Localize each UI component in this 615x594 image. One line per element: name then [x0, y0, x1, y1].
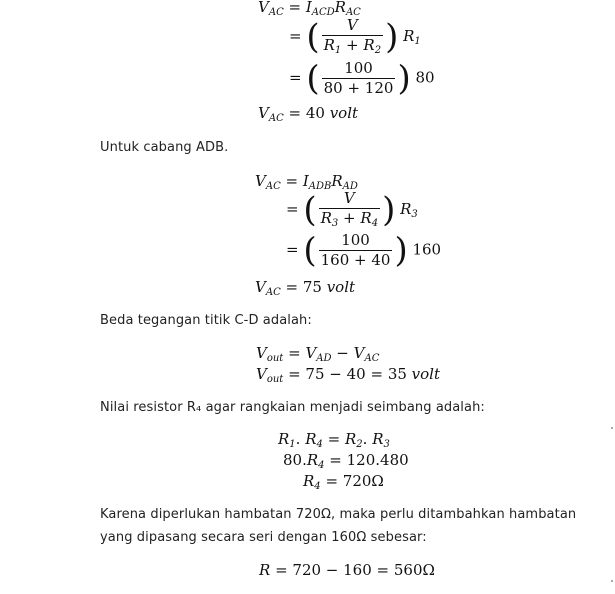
eq-vac-def: $V_{AC} = I_{ACD}R_{AC}$ — [258, 0, 361, 18]
text-beda-tegangan: Beda tegangan titik C-D adalah: — [100, 313, 312, 328]
eq-vout-def: $V_{out} = V_{AD} - V_{AC}$ — [256, 344, 380, 364]
eq-vac-numbers: = ( $\frac{100}{80 + 120}$ ) 80 — [289, 58, 435, 99]
text-karena-1: Karena diperlukan hambatan 720Ω, maka perlu ditambahkan hambatan — [100, 507, 577, 522]
text-karena-2: yang dipasang secara seri dengan 160Ω sebesar: — [100, 530, 427, 545]
eq-vac-result: $V_{AC} = 40$ volt — [258, 104, 359, 124]
text-cabang-adb: Untuk cabang ADB. — [100, 140, 229, 155]
eq-r4-result: $R_4 = 720\Omega$ — [303, 472, 384, 492]
eq-vac-adb-numbers: = ( $\frac{100}{160 + 40}$ ) 160 — [286, 230, 442, 271]
text-nilai-resistor: Nilai resistor R₄ agar rangkaian menjadi seimbang adalah: — [100, 400, 485, 415]
eq-vac-adb-result: $V_{AC} = 75$ volt — [255, 278, 356, 298]
eq-r-series: R = 720 − 160 = 560Ω — [259, 561, 435, 579]
eq-vac-adb-fraction: = ( $\frac{V}{R_3 + R_4}$ ) $R_3$ — [286, 189, 418, 230]
edge-mark — [611, 427, 613, 429]
eq-vac-adb-def: $V_{AC} = I_{ADB}R_{AD}$ — [255, 172, 358, 192]
eq-vout-result: $V_{out} = 75 - 40 = 35$ volt — [256, 365, 441, 385]
edge-mark — [611, 580, 613, 582]
eq-balance: $R_1$. $R_4 = R_2$. $R_3$ — [278, 430, 390, 450]
eq-vac-fraction: = ( $\frac{V}{R_1 + R_2}$ ) $R_1$ — [289, 16, 421, 57]
eq-balance-numbers: $80.R_4 = 120.480$ — [283, 451, 409, 471]
